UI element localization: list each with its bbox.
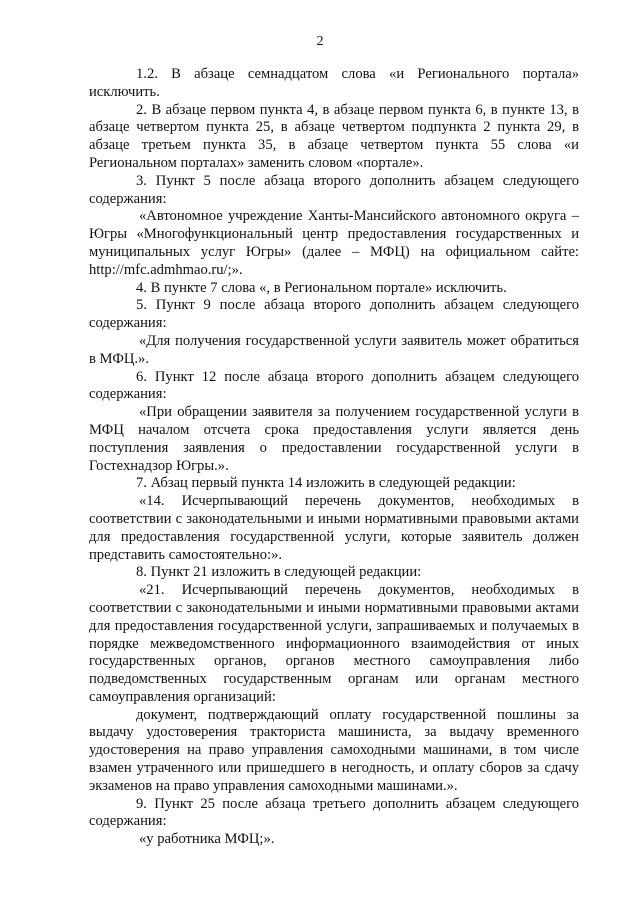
paragraph-6: 6. Пункт 12 после абзаца второго дополнить абзацем следующего содержания:: [89, 368, 579, 403]
quote-mfc-access: «Для получения государственной услуги заявитель может обратиться в МФЦ.».: [89, 332, 579, 367]
quote-mfc-employee: «у работника МФЦ;».: [139, 831, 275, 848]
paragraph-5: 5. Пункт 9 после абзаца второго дополнить абзацем следующего содержания:: [89, 297, 579, 332]
paragraph-4: 4. В пункте 7 слова «, в Региональном портале» исключить.: [136, 279, 507, 296]
quote-item-14: «14. Исчерпывающий перечень документов, необходимых в соответствии с законодательными и иными нормативными правовыми актами для предоставления государственной услуги, которые заявитель должен представить самостоятельно:».: [89, 493, 579, 563]
quote-item-21-document: документ, подтверждающий оплату государственной пошлины за выдачу удостоверения тракториста машиниста, за выдачу временного удостоверения на право управления самоходными машинами, в том числе взамен утраченного или пришедшего в негодность, и оплату сборов за сдачу экзаменов на право управления самоходными машинами.».: [89, 706, 579, 794]
paragraph-7: 7. Абзац первый пункта 14 изложить в следующей редакции:: [136, 475, 516, 492]
quote-deadline: «При обращении заявителя за получением государственной услуги в МФЦ началом отсчета срока предоставления услуги является день поступления заявления о предоставлении государственной услуги в Гостехнадзор Югры.».: [89, 404, 579, 474]
quote-mfc-definition: «Автономное учреждение Ханты-Мансийского автономного округа – Югры «Многофункциональный центр предоставления государственных и муниципальных услуг Югры» (далее – МФЦ) на официальном сайте: http://mfc.admhmao.ru/;».: [89, 208, 579, 278]
paragraph-3: 3. Пункт 5 после абзаца второго дополнить абзацем следующего содержания:: [89, 172, 579, 207]
paragraph-9: 9. Пункт 25 после абзаца третьего дополнить абзацем следующего содержания:: [89, 795, 579, 830]
quote-item-21: «21. Исчерпывающий перечень документов, необходимых в соответствии с законодательными и иными нормативными правовыми актами для предоставления государственной услуги, запрашиваемых и получаемых в порядке межведомственного информационного взаимодействия от иных государственных органов, органов местного самоуправления либо подведомственных государственным органам или органам местного самоуправления организаций:: [89, 582, 579, 705]
paragraph-2: 2. В абзаце первом пункта 4, в абзаце первом пункта 6, в пункте 13, в абзаце четвертом пункта 25, в абзаце четвертом подпункта 2 пункта 29, в абзаце третьем пункта 35, в абзаце четвертом пункта 55 слова «и Региональном порталах» заменить словом «портале».: [89, 101, 579, 171]
page-number: 2: [316, 34, 324, 49]
paragraph-8: 8. Пункт 21 изложить в следующей редакции:: [136, 564, 422, 581]
paragraph-1-2: 1.2. В абзаце семнадцатом слова «и Регионального портала» исключить.: [89, 66, 579, 100]
document-body: [89, 66, 579, 849]
